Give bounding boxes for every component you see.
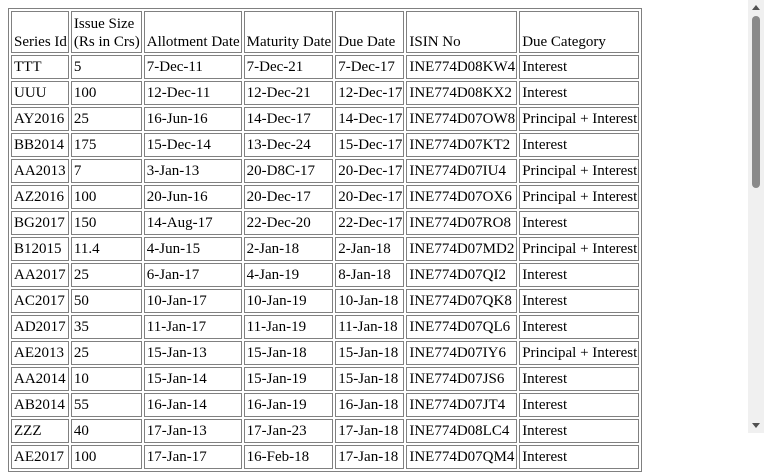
header-allotment-date: Allotment Date [144,11,242,53]
cell-maturity-date: 20-Dec-17 [244,185,334,209]
cell-due-date: 17-Jan-18 [335,419,404,443]
cell-allotment-date: 14-Aug-17 [144,211,242,235]
cell-due-date: 11-Jan-18 [335,315,404,339]
cell-isin-no: INE774D07QL6 [406,315,517,339]
cell-series-id: AY2016 [11,107,69,131]
cell-allotment-date: 4-Jun-15 [144,237,242,261]
cell-issue-size: 50 [71,289,142,313]
cell-series-id: B12015 [11,237,69,261]
header-due-date: Due Date [335,11,404,53]
cell-issue-size: 5 [71,55,142,79]
cell-due-date: 15-Jan-18 [335,367,404,391]
cell-allotment-date: 3-Jan-13 [144,159,242,183]
cell-allotment-date: 17-Jan-17 [144,445,242,469]
table-row [11,341,639,365]
cell-allotment-date: 17-Jan-13 [144,419,242,443]
cell-maturity-date: 14-Dec-17 [244,107,334,131]
cell-issue-size: 150 [71,211,142,235]
cell-due-category: Interest [519,445,639,469]
cell-due-date: 15-Dec-17 [335,133,404,157]
cell-allotment-date: 6-Jan-17 [144,263,242,287]
cell-due-date: 12-Dec-17 [335,81,404,105]
cell-isin-no: INE774D08KX2 [406,81,517,105]
cell-due-category: Principal + Interest [519,341,639,365]
cell-allotment-date: 15-Jan-14 [144,367,242,391]
cell-due-date: 8-Jan-18 [335,263,404,287]
cell-due-date: 14-Dec-17 [335,107,404,131]
cell-series-id: TTT [11,55,69,79]
cell-isin-no: INE774D07KT2 [406,133,517,157]
cell-maturity-date: 12-Dec-21 [244,81,334,105]
scrollbar-thumb[interactable] [752,16,760,188]
cell-due-date: 16-Jan-18 [335,393,404,417]
cell-issue-size: 100 [71,185,142,209]
cell-issue-size: 25 [71,107,142,131]
table-row [11,393,639,417]
vertical-scrollbar[interactable] [748,0,764,433]
cell-series-id: AE2013 [11,341,69,365]
cell-isin-no: INE774D07IU4 [406,159,517,183]
cell-due-date: 15-Jan-18 [335,341,404,365]
table-row [11,237,639,261]
cell-due-category: Interest [519,211,639,235]
cell-maturity-date: 11-Jan-19 [244,315,334,339]
cell-due-category: Interest [519,133,639,157]
cell-isin-no: INE774D07QK8 [406,289,517,313]
cell-maturity-date: 10-Jan-19 [244,289,334,313]
table-row [11,185,639,209]
cell-maturity-date: 4-Jan-19 [244,263,334,287]
header-issue-size-line2: (Rs in Crs) [73,34,140,50]
cell-due-category: Principal + Interest [519,159,639,183]
cell-due-date: 20-Dec-17 [335,185,404,209]
cell-maturity-date: 15-Jan-19 [244,367,334,391]
cell-due-category: Interest [519,367,639,391]
header-due-category: Due Category [519,11,639,53]
cell-series-id: AA2014 [11,367,69,391]
cell-due-date: 22-Dec-17 [335,211,404,235]
table-body [11,55,639,469]
cell-allotment-date: 10-Jan-17 [144,289,242,313]
table-row [11,107,639,131]
cell-maturity-date: 2-Jan-18 [244,237,334,261]
cell-maturity-date: 15-Jan-18 [244,341,334,365]
cell-due-date: 2-Jan-18 [335,237,404,261]
cell-allotment-date: 11-Jan-17 [144,315,242,339]
cell-due-category: Interest [519,419,639,443]
cell-due-category: Interest [519,55,639,79]
cell-series-id: ZZZ [11,419,69,443]
debenture-schedule-table [8,8,642,472]
cell-issue-size: 11.4 [71,237,142,261]
header-row [11,11,639,53]
cell-issue-size: 25 [71,263,142,287]
table-header [11,11,639,53]
cell-maturity-date: 13-Dec-24 [244,133,334,157]
cell-isin-no: INE774D07QM4 [406,445,517,469]
cell-due-category: Interest [519,263,639,287]
cell-due-category: Interest [519,289,639,313]
table-row [11,289,639,313]
cell-issue-size: 55 [71,393,142,417]
cell-series-id: BB2014 [11,133,69,157]
header-maturity-date: Maturity Date [244,11,334,53]
cell-isin-no: INE774D07JT4 [406,393,517,417]
cell-issue-size: 10 [71,367,142,391]
cell-maturity-date: 16-Feb-18 [244,445,334,469]
cell-allotment-date: 16-Jun-16 [144,107,242,131]
cell-maturity-date: 16-Jan-19 [244,393,334,417]
cell-series-id: AZ2016 [11,185,69,209]
cell-due-category: Interest [519,393,639,417]
cell-allotment-date: 15-Jan-13 [144,341,242,365]
cell-series-id: UUU [11,81,69,105]
cell-allotment-date: 20-Jun-16 [144,185,242,209]
cell-isin-no: INE774D07OX6 [406,185,517,209]
header-series-id: Series Id [11,11,69,53]
cell-due-category: Interest [519,81,639,105]
cell-series-id: AA2017 [11,263,69,287]
cell-series-id: AC2017 [11,289,69,313]
cell-due-category: Principal + Interest [519,185,639,209]
header-issue-size [71,11,142,53]
cell-allotment-date: 15-Dec-14 [144,133,242,157]
scroll-up-arrow-icon[interactable] [752,5,760,10]
cell-allotment-date: 7-Dec-11 [144,55,242,79]
cell-isin-no: INE774D07IY6 [406,341,517,365]
cell-series-id: AD2017 [11,315,69,339]
table-row [11,81,639,105]
table-row [11,315,639,339]
header-issue-size-line1: Issue Size [73,16,135,32]
cell-due-date: 7-Dec-17 [335,55,404,79]
cell-issue-size: 7 [71,159,142,183]
cell-issue-size: 100 [71,81,142,105]
cell-due-category: Principal + Interest [519,237,639,261]
table-row [11,263,639,287]
cell-isin-no: INE774D07MD2 [406,237,517,261]
cell-issue-size: 40 [71,419,142,443]
cell-issue-size: 35 [71,315,142,339]
cell-due-date: 10-Jan-18 [335,289,404,313]
table-row [11,367,639,391]
header-isin-no: ISIN No [406,11,517,53]
cell-due-category: Principal + Interest [519,107,639,131]
cell-issue-size: 25 [71,341,142,365]
table-row [11,159,639,183]
cell-series-id: AA2013 [11,159,69,183]
cell-isin-no: INE774D07RO8 [406,211,517,235]
cell-issue-size: 175 [71,133,142,157]
cell-isin-no: INE774D07OW8 [406,107,517,131]
scroll-down-arrow-icon[interactable] [752,423,760,428]
cell-due-category: Interest [519,315,639,339]
cell-due-date: 20-Dec-17 [335,159,404,183]
table-row [11,419,639,443]
cell-allotment-date: 16-Jan-14 [144,393,242,417]
cell-due-date: 17-Jan-18 [335,445,404,469]
cell-series-id: AB2014 [11,393,69,417]
table-row [11,445,639,469]
cell-allotment-date: 12-Dec-11 [144,81,242,105]
cell-maturity-date: 17-Jan-23 [244,419,334,443]
cell-maturity-date: 22-Dec-20 [244,211,334,235]
cell-isin-no: INE774D08KW4 [406,55,517,79]
cell-maturity-date: 7-Dec-21 [244,55,334,79]
cell-series-id: AE2017 [11,445,69,469]
cell-maturity-date: 20-D8C-17 [244,159,334,183]
cell-isin-no: INE774D08LC4 [406,419,517,443]
table-row [11,55,639,79]
cell-issue-size: 100 [71,445,142,469]
table-row [11,211,639,235]
cell-isin-no: INE774D07JS6 [406,367,517,391]
table-row [11,133,639,157]
cell-isin-no: INE774D07QI2 [406,263,517,287]
cell-series-id: BG2017 [11,211,69,235]
